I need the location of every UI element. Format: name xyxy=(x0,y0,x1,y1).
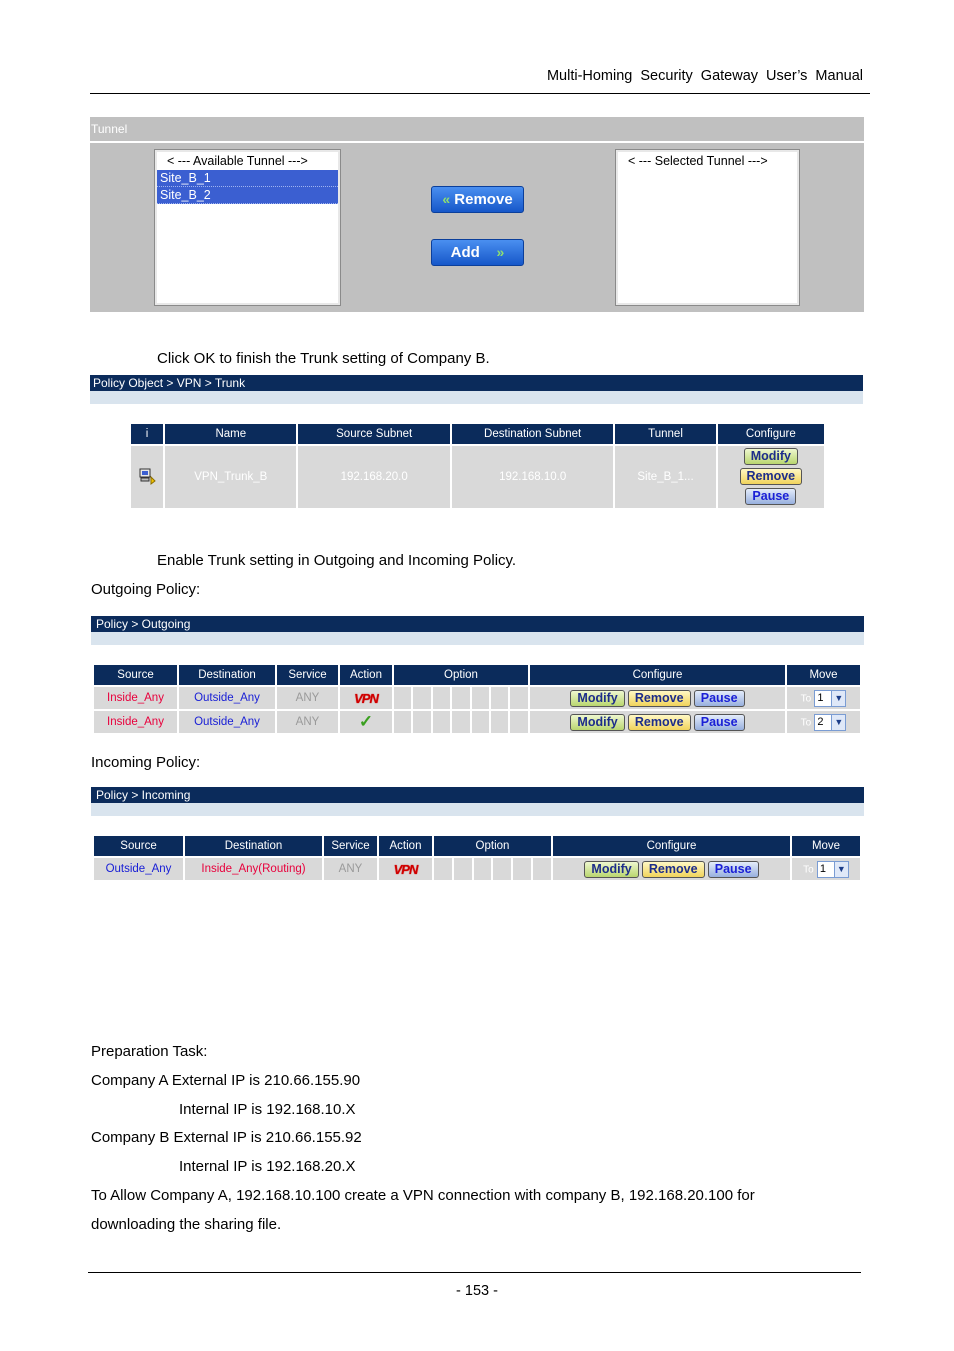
check-icon: ✓ xyxy=(358,712,374,731)
trunk-subbar xyxy=(90,391,863,404)
trunk-status-icon-cell xyxy=(131,446,163,508)
computer-icon xyxy=(138,467,156,485)
option-cell xyxy=(452,711,469,733)
double-left-arrow-icon: « xyxy=(442,191,451,207)
add-label: Add xyxy=(450,244,480,261)
trunk-source-cell: 192.168.20.0 xyxy=(298,446,449,508)
col-header-option: Option xyxy=(394,665,528,685)
company-b-internal: Internal IP is 192.168.20.X xyxy=(179,1158,356,1175)
modify-button[interactable]: Modify xyxy=(570,690,624,707)
option-cell xyxy=(433,711,450,733)
allow-text-line2: downloading the sharing file. xyxy=(91,1216,282,1233)
chevron-down-icon[interactable]: ▼ xyxy=(834,862,848,877)
destination-cell: Inside_Any(Routing) xyxy=(185,858,322,880)
option-cell xyxy=(454,858,472,880)
incoming-policy-table xyxy=(92,834,862,882)
chevron-down-icon[interactable]: ▼ xyxy=(831,691,845,706)
option-cell xyxy=(394,687,411,709)
option-cell xyxy=(510,711,528,733)
modify-button[interactable]: Modify xyxy=(584,861,638,878)
move-to-label: To xyxy=(803,864,814,876)
table-row xyxy=(94,711,860,733)
option-cell xyxy=(493,858,511,880)
action-cell xyxy=(340,687,392,709)
chevron-down-icon[interactable]: ▼ xyxy=(831,715,845,730)
vpn-action-icon: VPN xyxy=(393,861,418,877)
destination-cell: Outside_Any xyxy=(179,711,275,733)
trunk-name-cell: VPN_Trunk_B xyxy=(165,446,296,508)
source-cell: Outside_Any xyxy=(94,858,183,880)
col-header-service: Service xyxy=(324,836,377,856)
option-cell xyxy=(510,687,528,709)
trunk-configure-cell xyxy=(718,446,824,508)
company-b-external: Company B External IP is 210.66.155.92 xyxy=(91,1129,362,1146)
prep-title: Preparation Task: xyxy=(91,1043,208,1060)
table-row xyxy=(94,858,860,880)
option-cell xyxy=(472,711,489,733)
service-cell: ANY xyxy=(277,687,338,709)
outgoing-policy-table xyxy=(92,663,862,735)
add-tunnel-button[interactable] xyxy=(431,239,524,266)
pause-button[interactable]: Pause xyxy=(694,690,745,707)
col-header-configure: Configure xyxy=(718,424,824,444)
move-cell xyxy=(787,711,860,733)
vpn-action-icon: VPN xyxy=(354,690,378,706)
col-header-move: Move xyxy=(787,665,860,685)
move-select[interactable] xyxy=(814,714,846,731)
outgoing-label: Outgoing Policy: xyxy=(91,581,201,598)
col-header-source: Source xyxy=(94,836,183,856)
modify-button[interactable]: Modify xyxy=(744,448,798,465)
option-cell xyxy=(513,858,531,880)
trunk-destination-cell: 192.168.10.0 xyxy=(452,446,613,508)
move-select-value: 1 xyxy=(819,862,826,875)
available-tunnel-list[interactable] xyxy=(155,150,340,305)
col-header-source: Source xyxy=(94,665,177,685)
col-header-move: Move xyxy=(792,836,860,856)
pause-button[interactable]: Pause xyxy=(708,861,759,878)
col-header-action: Action xyxy=(340,665,392,685)
outgoing-breadcrumb: Policy > Outgoing xyxy=(91,616,864,632)
remove-button[interactable]: Remove xyxy=(642,861,705,878)
allow-text-line1: To Allow Company A, 192.168.10.100 create a VPN connection with company B, 192.168.20.100 for xyxy=(91,1187,755,1204)
col-header-configure: Configure xyxy=(553,836,790,856)
action-cell xyxy=(379,858,432,880)
move-select[interactable] xyxy=(814,690,846,707)
col-header-tunnel: Tunnel xyxy=(615,424,715,444)
table-header-row xyxy=(94,665,860,685)
double-right-arrow-icon: » xyxy=(496,244,505,260)
table-header-row xyxy=(131,424,824,444)
enable-trunk-text: Enable Trunk setting in Outgoing and Incoming Policy. xyxy=(157,552,517,569)
move-cell xyxy=(787,687,860,709)
list-item[interactable]: Site_B_1 xyxy=(157,170,338,187)
tunnel-panel-title: Tunnel xyxy=(90,117,864,141)
action-cell xyxy=(340,711,392,733)
col-header-source-subnet: Source Subnet xyxy=(298,424,449,444)
pause-button[interactable]: Pause xyxy=(694,714,745,731)
incoming-breadcrumb: Policy > Incoming xyxy=(91,787,864,803)
option-cell xyxy=(433,687,450,709)
table-header-row xyxy=(94,836,860,856)
incoming-label: Incoming Policy: xyxy=(91,754,201,771)
incoming-subbar xyxy=(91,803,864,816)
company-a-external: Company A External IP is 210.66.155.90 xyxy=(91,1072,361,1089)
col-header-service: Service xyxy=(277,665,338,685)
source-cell: Inside_Any xyxy=(94,711,177,733)
col-header-i: i xyxy=(131,424,163,444)
option-cell xyxy=(474,858,492,880)
click-ok-text: Click OK to finish the Trunk setting of Company B. xyxy=(157,350,490,367)
configure-cell xyxy=(530,687,785,709)
remove-button[interactable]: Remove xyxy=(628,690,691,707)
move-cell xyxy=(792,858,860,880)
modify-button[interactable]: Modify xyxy=(570,714,624,731)
trunk-breadcrumb: Policy Object > VPN > Trunk xyxy=(90,375,863,391)
selected-tunnel-header: < --- Selected Tunnel ---> xyxy=(628,154,768,168)
remove-label: Remove xyxy=(454,191,513,208)
table-row xyxy=(131,446,824,508)
trunk-tunnel-cell: Site_B_1... xyxy=(615,446,715,508)
service-cell: ANY xyxy=(324,858,377,880)
option-cell xyxy=(491,687,508,709)
available-tunnel-header: < --- Available Tunnel ---> xyxy=(167,154,308,168)
remove-button[interactable]: Remove xyxy=(740,468,803,485)
company-a-internal: Internal IP is 192.168.10.X xyxy=(179,1101,356,1118)
selected-tunnel-list[interactable] xyxy=(616,150,799,305)
trunk-table xyxy=(129,422,826,510)
configure-cell xyxy=(530,711,785,733)
option-cell xyxy=(413,687,430,709)
move-select-value: 2 xyxy=(817,715,824,728)
col-header-action: Action xyxy=(379,836,432,856)
manual-title: Multi-Homing Security Gateway User’s Manual xyxy=(546,68,863,84)
col-header-name: Name xyxy=(165,424,296,444)
pause-button[interactable]: Pause xyxy=(745,488,796,505)
outgoing-subbar xyxy=(91,632,864,645)
move-to-label: To xyxy=(800,717,812,729)
option-cell xyxy=(394,711,411,733)
col-header-configure: Configure xyxy=(530,665,785,685)
option-cell xyxy=(413,711,430,733)
configure-cell xyxy=(553,858,790,880)
list-item[interactable]: Site_B_2 xyxy=(157,187,338,204)
remove-tunnel-button[interactable] xyxy=(431,186,524,213)
remove-button[interactable]: Remove xyxy=(628,714,691,731)
service-cell: ANY xyxy=(277,711,338,733)
move-to-label: To xyxy=(800,693,812,705)
col-header-destination: Destination xyxy=(185,836,322,856)
col-header-destination-subnet: Destination Subnet xyxy=(452,424,613,444)
header-rule xyxy=(90,93,870,94)
move-select-value: 1 xyxy=(817,691,824,704)
option-cell xyxy=(434,858,452,880)
option-cell xyxy=(452,687,469,709)
option-cell xyxy=(491,711,508,733)
destination-cell: Outside_Any xyxy=(179,687,275,709)
footer-rule xyxy=(88,1272,861,1273)
source-cell: Inside_Any xyxy=(94,687,177,709)
col-header-option: Option xyxy=(434,836,551,856)
option-cell xyxy=(533,858,551,880)
option-cell xyxy=(472,687,489,709)
table-row xyxy=(94,687,860,709)
col-header-destination: Destination xyxy=(179,665,275,685)
page-number: - 153 - xyxy=(456,1283,498,1299)
move-select[interactable] xyxy=(817,861,849,878)
